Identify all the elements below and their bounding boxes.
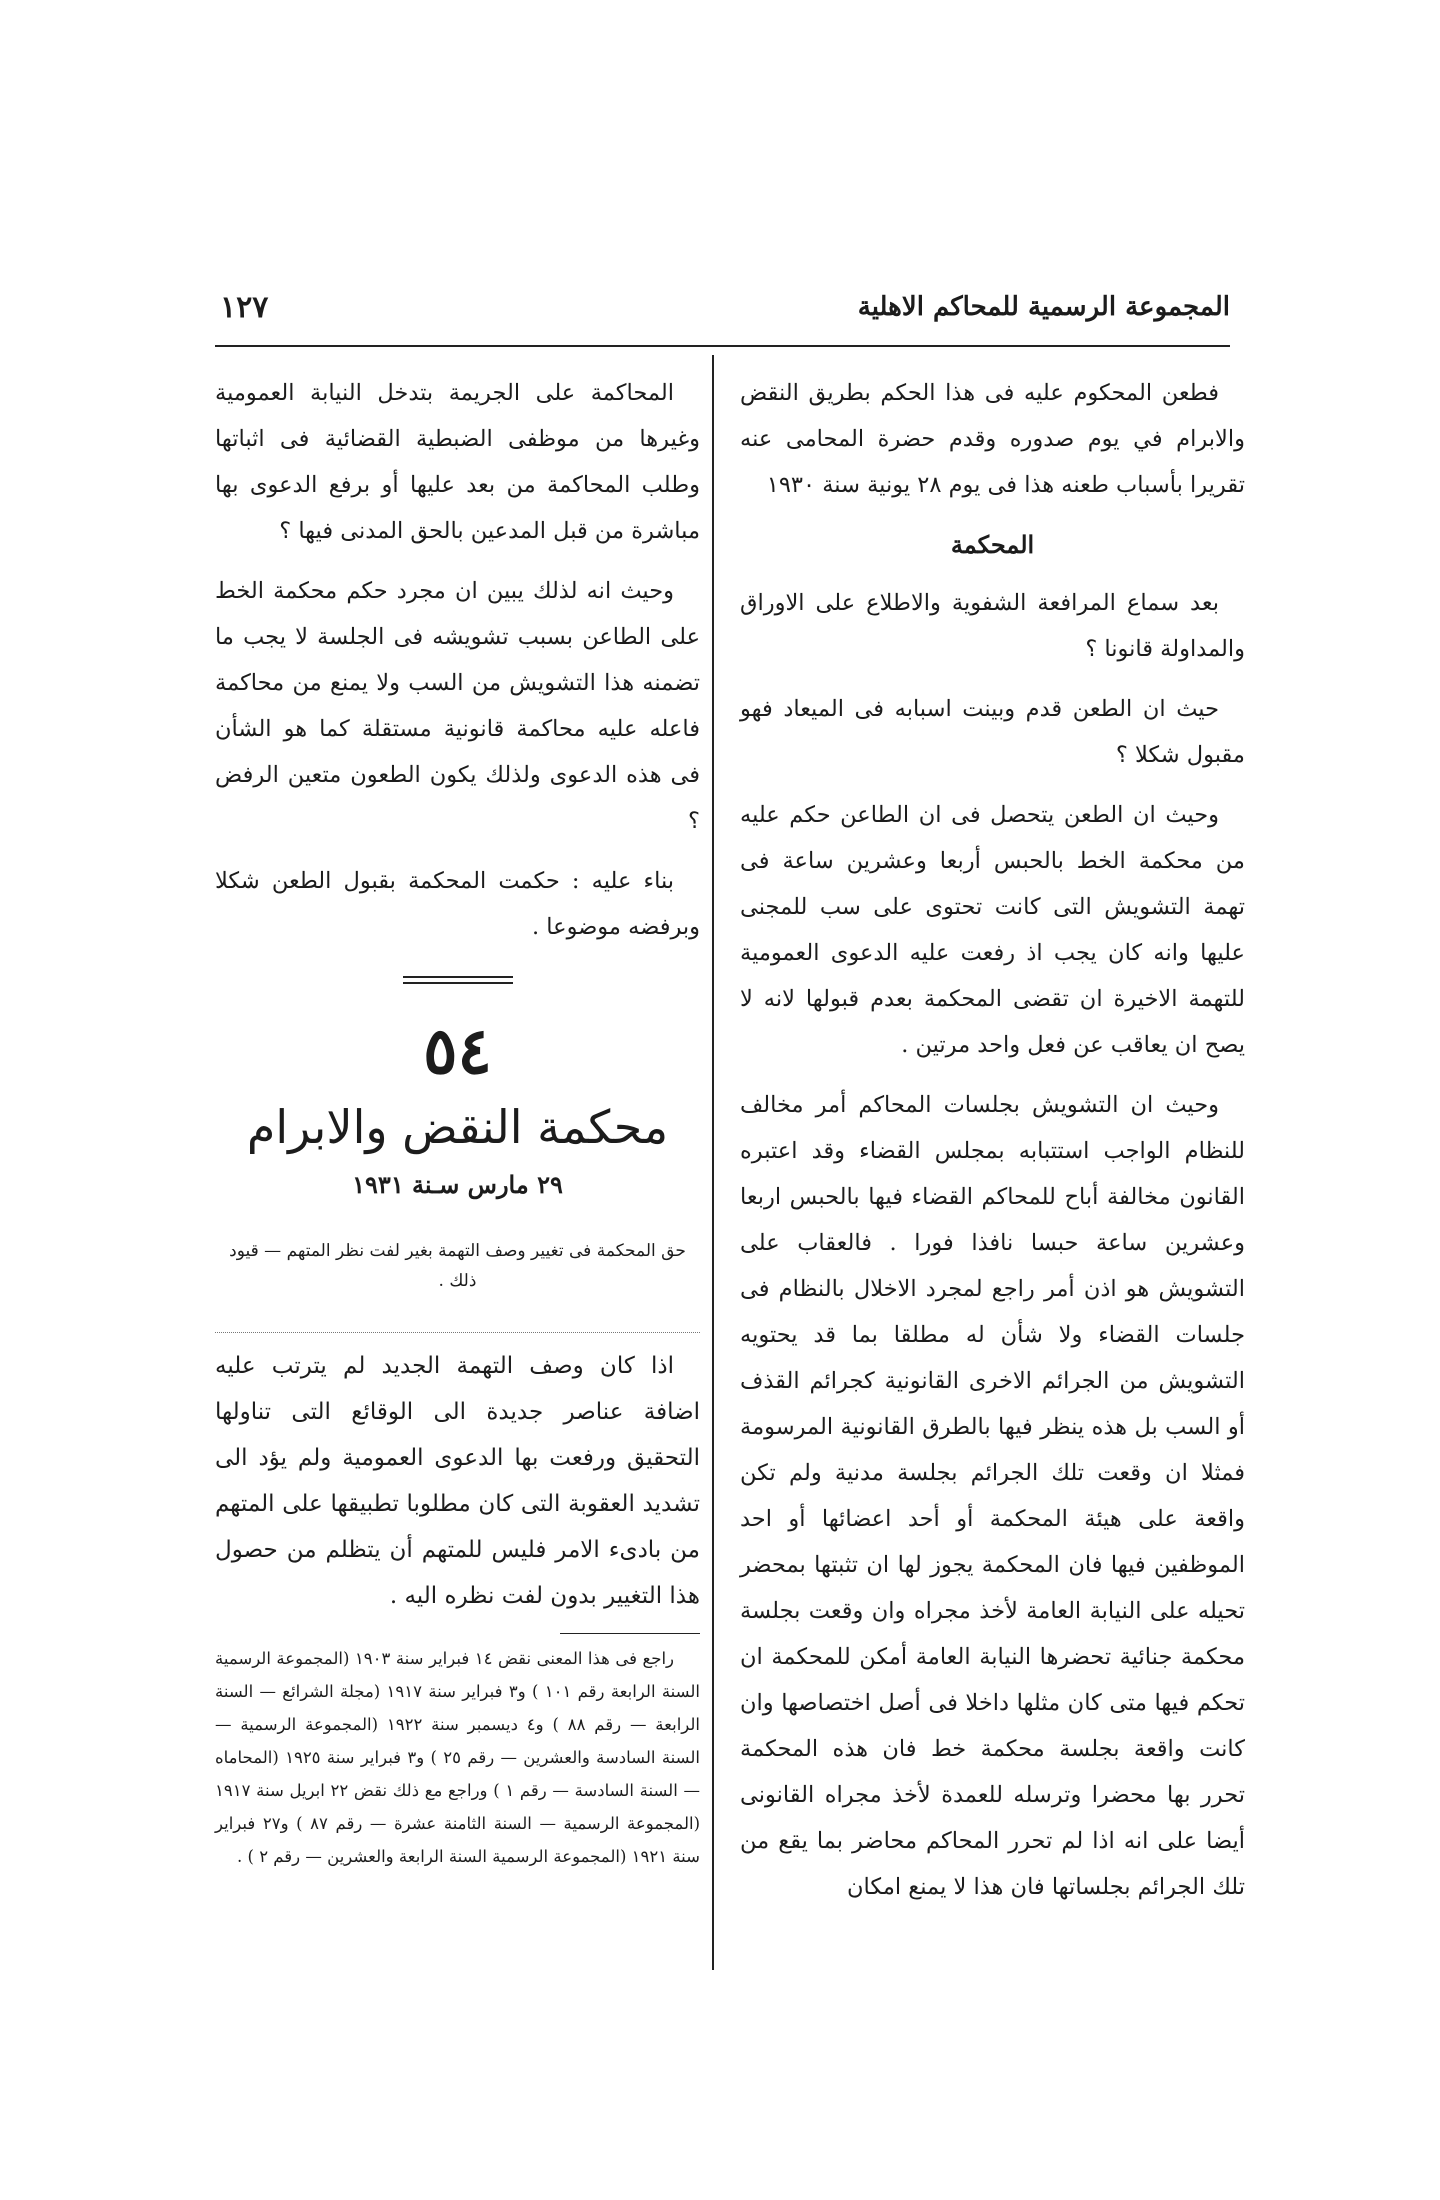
decision-date: ٢٩ مارس سـنة ١٩٣١ bbox=[352, 1170, 563, 1199]
column-divider bbox=[712, 355, 714, 1970]
paragraph: المحاكمة على الجريمة بتدخل النيابة العمومية وغيرها من موظفى الضبطية القضائية فى اثباتها وطلب المحاكمة من بعد عليها أو برفع الدعوى بها مباشرة من قبل المدعين بالحق المدنى فيها ؟ bbox=[215, 380, 700, 544]
court-name: محكمة النقض والابرام bbox=[246, 1100, 669, 1154]
page-header bbox=[220, 290, 1230, 340]
paragraph: وحيث ان التشويش بجلسات المحاكم أمر مخالف للنظام الواجب استتبابه بمجلس القضاء وقد اعتبره القانون مخالفة أباح للمحاكم القضاء فيها بالحبس اربعا وعشرين ساعة حبسا نافذا فورا . فالعقاب على التشويش هو اذن أمر راجع لمجرد الاخلال بالنظام فى جلسات القضاء ولا شأن له مطلقا بما قد يحتويه التشويش من الجرائم الاخرى القانونية كجرائم القذف أو السب بل هذه ينظر فيها بالطرق القانونية المرسومة فمثلا ان وقعت تلك الجرائم بجلسة مدنية ولم تكن واقعة على هيئة المحكمة أو أحد اعضائها أو احد الموظفين فيها فان المحكمة يجوز لها ان تثبتها بمحضر تحيله على النيابة العامة لأخذ مجراه وان وقعت بجلسة محكمة جنائية تحضرها النيابة العامة أمكن للمحكمة ان تحكم فيها متى كان مثلها داخلا فى أصل اختصاصها وان كانت واقعة بجلسة محكمة خط فان هذه المحكمة تحرر بها محضرا وترسله للعمدة لأخذ مجراه القانونى أيضا على انه اذا لم تحرر المحاكم محاضر بما يقع من تلك الجرائم بجلساتها فان هذا لا يمنع امكان bbox=[740, 1092, 1245, 1900]
section-separator bbox=[403, 976, 513, 984]
footnote-rule bbox=[560, 1633, 700, 1634]
header-rule bbox=[215, 345, 1230, 347]
paragraph: بعد سماع المرافعة الشفوية والاطلاع على الاوراق والمداولة قانونا ؟ bbox=[740, 590, 1245, 662]
paragraph: حيث ان الطعن قدم وبينت اسبابه فى الميعاد فهو مقبول شكلا ؟ bbox=[740, 696, 1245, 768]
page-number: ١٢٧ bbox=[220, 290, 269, 325]
running-title: المجموعة الرسمية للمحاكم الاهلية bbox=[857, 292, 1230, 322]
paragraph: وحيث ان الطعن يتحصل فى ان الطاعن حكم عليه من محكمة الخط بالحبس أربعا وعشرين ساعة فى تهمة التشويش التى كانت تحتوى على سب للمجنى عليها وانه كان يجب اذ رفعت عليه الدعوى العمومية للتهمة الاخيرة ان تقضى المحكمة بعدم قبولها لانه لا يصح ان يعاقب عن فعل واحد مرتين . bbox=[740, 802, 1245, 1058]
right-column bbox=[740, 370, 1245, 1924]
paragraph: وحيث انه لذلك يبين ان مجرد حكم محكمة الخط على الطاعن بسبب تشويشه فى الجلسة لا يجب ما تضمنه هذا التشويش من السب ولا يمنع من محاكمة فاعله عليه محاكمة قانونية مستقلة كما هو الشأن فى هذه الدعوى ولذلك يكون الطعون متعين الرفض ؟ bbox=[215, 578, 700, 834]
section-heading: المحكمة bbox=[950, 530, 1035, 559]
case-number: ٥٤ bbox=[423, 1014, 492, 1089]
paragraph: فطعن المحكوم عليه فى هذا الحكم بطريق النقض والابرام في يوم صدوره وقدم حضرة المحامى عنه تقريرا بأسباب طعنه هذا فى يوم ٢٨ يونية سنة ١٩٣٠ bbox=[740, 380, 1245, 498]
case-keywords: حق المحكمة فى تغيير وصف التهمة بغير لفت نظر المتهم — قيود ذلك . bbox=[215, 1236, 700, 1333]
case-summary: اذا كان وصف التهمة الجديد لم يترتب عليه اضافة عناصر جديدة الى الوقائع التى تناولها التحقيق ورفعت بها الدعوى العمومية ولم يؤد الى تشديد العقوبة التى كان مطلوبا تطبيقها على المتهم من بادىء الامر فليس للمتهم أن يتظلم من حصول هذا التغيير بدون لفت نظره اليه . bbox=[215, 1353, 700, 1609]
paragraph: بناء عليه : حكمت المحكمة بقبول الطعن شكلا وبرفضه موضوعا . bbox=[215, 868, 700, 940]
footnote: راجع فى هذا المعنى نقض ١٤ فبراير سنة ١٩٠٣ (المجموعة الرسمية السنة الرابعة رقم ١٠١ ) و٣ فبراير سنة ١٩١٧ (مجلة الشرائع — السنة الرابعة — رقم ٨٨ ) و٤ ديسمبر سنة ١٩٢٢ (المجموعة الرسمية — السنة السادسة والعشرين — رقم ٢٥ ) و٣ فبراير سنة ١٩٢٥ (المحاماه — السنة السادسة — رقم ١ ) وراجع مع ذلك نقض ٢٢ ابريل سنة ١٩١٧ (المجموعة الرسمية — السنة الثامنة عشرة — رقم ٨٧ ) و٢٧ فبراير سنة ١٩٢١ (المجموعة الرسمية السنة الرابعة والعشرين — رقم ٢ ) . bbox=[215, 1649, 701, 1866]
left-column bbox=[215, 370, 700, 1887]
